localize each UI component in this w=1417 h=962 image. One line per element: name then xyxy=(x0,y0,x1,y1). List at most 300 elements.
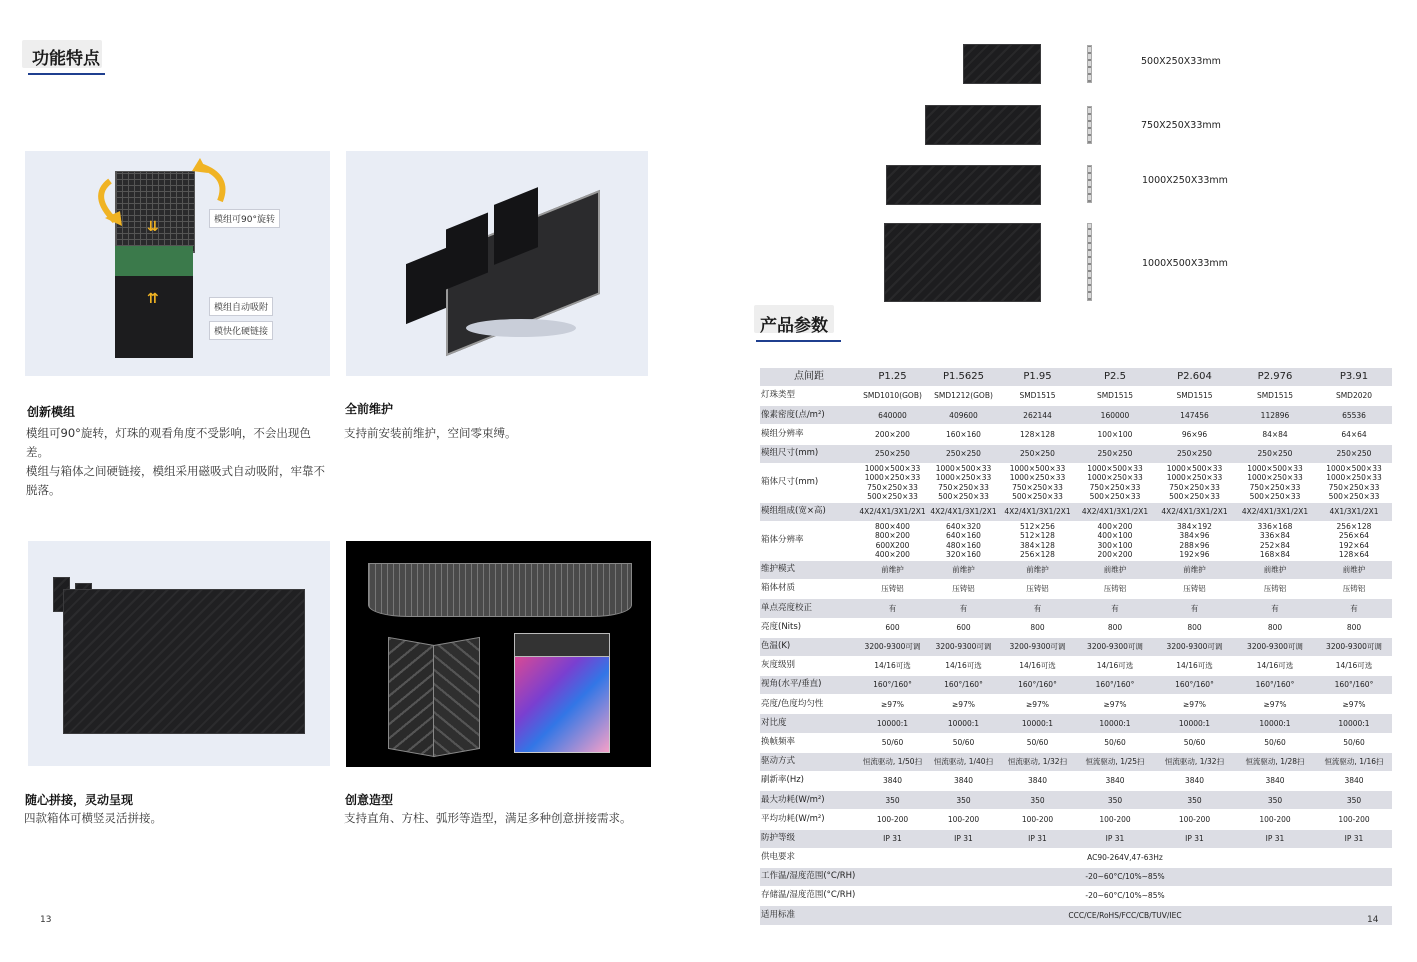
table-cell-line: 192×64 xyxy=(1338,540,1370,550)
table-cell xyxy=(927,521,1000,560)
table-row xyxy=(760,791,1392,810)
table-cell: 160°/160° xyxy=(1155,676,1234,695)
table-cell: ≥97% xyxy=(858,695,927,714)
cabinet-500x250-side xyxy=(1087,45,1092,83)
table-cell: 50/60 xyxy=(1000,733,1075,752)
table-cell: 800 xyxy=(1316,618,1392,637)
table-cell: 14/16可选 xyxy=(1234,656,1316,675)
table-cell: 前维护 xyxy=(927,560,1000,579)
table-cell-line: 256×128 xyxy=(1020,550,1055,560)
table-cell-line: 384×128 xyxy=(1020,540,1055,550)
table-cell: 14/16可选 xyxy=(1316,656,1392,675)
row-label: 供电要求 xyxy=(760,848,858,867)
size-label: 1000X250X33mm xyxy=(1142,175,1228,186)
row-label: 维护模式 xyxy=(760,560,858,579)
table-cell: 3200-9300可调 xyxy=(858,637,927,656)
feature-desc-splicing xyxy=(24,809,329,828)
table-cell-line: 800×200 xyxy=(875,531,910,541)
model-header: P2.604 xyxy=(1155,368,1234,387)
table-cell: 4X2/4X1/3X1/2X1 xyxy=(1234,502,1316,521)
feature-title-module: 创新模组 xyxy=(27,405,76,419)
table-cell: 100-200 xyxy=(1000,810,1075,829)
module-panel xyxy=(406,248,446,324)
up-arrow-icon: ⇈ xyxy=(147,291,159,307)
table-cell-line: 256×128 xyxy=(1336,521,1372,531)
table-cell-line: 1000×500×33 xyxy=(1009,463,1066,473)
table-cell: 100-200 xyxy=(927,810,1000,829)
table-cell: 10000:1 xyxy=(1000,714,1075,733)
table-row xyxy=(760,848,1392,867)
table-cell-line: 500×250×33 xyxy=(1089,492,1141,502)
table-cell: 350 xyxy=(858,791,927,810)
table-cell: 前维护 xyxy=(1316,560,1392,579)
table-cell: 前维护 xyxy=(1000,560,1075,579)
row-label: 适用标准 xyxy=(760,906,858,925)
callout-hard-link: 模快化硬链接 xyxy=(209,321,273,340)
table-row xyxy=(760,733,1392,752)
callout-magnetic: 模组自动吸附 xyxy=(209,297,273,316)
table-cell-line: 500×250×33 xyxy=(1012,492,1063,502)
table-cell: 3200-9300可调 xyxy=(927,637,1000,656)
table-cell: 640000 xyxy=(858,406,927,425)
desc-line: 四款箱体可横竖灵活拼接。 xyxy=(24,811,162,825)
table-cell-line: 200×200 xyxy=(1097,550,1133,560)
table-cell: 14/16可选 xyxy=(1075,656,1155,675)
desc-line: 脱落。 xyxy=(26,483,61,497)
table-cell: 3840 xyxy=(1000,772,1075,791)
table-cell: 112896 xyxy=(1234,406,1316,425)
table-cell: 14/16可选 xyxy=(1000,656,1075,675)
row-label: 灰度级别 xyxy=(760,656,858,675)
table-cell-line: 300×100 xyxy=(1097,540,1133,550)
table-cell: 压铸铝 xyxy=(927,580,1000,599)
table-cell xyxy=(927,463,1000,502)
table-cell-line: 1000×500×33 xyxy=(864,463,921,473)
table-cell: 800 xyxy=(1155,618,1234,637)
cabinet-1000x250 xyxy=(886,165,1041,205)
table-cell-line: 500×250×33 xyxy=(938,492,989,502)
table-cell xyxy=(1155,463,1234,502)
corner-screen xyxy=(433,637,480,757)
table-row xyxy=(760,502,1392,521)
table-cell: IP 31 xyxy=(1000,829,1075,848)
table-row xyxy=(760,637,1392,656)
table-cell: 250×250 xyxy=(1000,444,1075,463)
table-cell: 有 xyxy=(1075,599,1155,618)
table-cell: 前维护 xyxy=(1075,560,1155,579)
table-cell-line: 288×96 xyxy=(1179,540,1210,550)
table-cell-line: 1000×500×33 xyxy=(1087,463,1143,473)
row-label: 视角(水平/垂直) xyxy=(760,676,858,695)
table-cell: ≥97% xyxy=(1000,695,1075,714)
table-cell: CCC/CE/RoHS/FCC/CB/TUV/IEC xyxy=(858,906,1392,925)
table-cell: 前维护 xyxy=(1155,560,1234,579)
table-cell-line: 256×64 xyxy=(1338,531,1370,541)
table-cell: 4X2/4X1/3X1/2X1 xyxy=(1075,502,1155,521)
table-row xyxy=(760,521,1392,560)
table-cell: IP 31 xyxy=(1234,829,1316,848)
table-row xyxy=(760,580,1392,599)
model-header: P1.95 xyxy=(1000,368,1075,387)
front-maintenance-image xyxy=(346,151,648,376)
table-cell-line: 800×400 xyxy=(875,521,910,531)
table-cell: 128×128 xyxy=(1000,425,1075,444)
table-cell-line: 750×250×33 xyxy=(1328,482,1380,492)
table-cell: 有 xyxy=(1000,599,1075,618)
table-cell-line: 1000×500×33 xyxy=(1247,463,1303,473)
table-cell: 恒流驱动, 1/28扫 xyxy=(1234,752,1316,771)
table-cell: 14/16可选 xyxy=(927,656,1000,675)
desc-line: 支持前安装前维护，空间零束缚。 xyxy=(344,426,517,440)
table-cell: 250×250 xyxy=(927,444,1000,463)
table-cell-line: 1000×250×33 xyxy=(1247,473,1303,483)
table-row xyxy=(760,387,1392,406)
table-row xyxy=(760,463,1392,502)
table-cell: 3200-9300可调 xyxy=(1316,637,1392,656)
table-cell: 14/16可选 xyxy=(858,656,927,675)
callout-rotate: 模组可90°旋转 xyxy=(209,209,280,228)
table-cell: 4X2/4X1/3X1/2X1 xyxy=(927,502,1000,521)
table-cell: 160°/160° xyxy=(1234,676,1316,695)
table-cell: 100-200 xyxy=(1234,810,1316,829)
table-cell: 409600 xyxy=(927,406,1000,425)
table-cell: 250×250 xyxy=(1234,444,1316,463)
table-row xyxy=(760,772,1392,791)
table-cell: SMD1010(GOB) xyxy=(858,387,927,406)
table-cell: 100-200 xyxy=(1316,810,1392,829)
size-label: 750X250X33mm xyxy=(1141,120,1221,131)
table-row xyxy=(760,810,1392,829)
table-cell-line: 1000×500×33 xyxy=(1166,463,1223,473)
section-title-underline xyxy=(28,73,105,75)
table-cell: -20~60°C/10%~85% xyxy=(858,887,1392,906)
table-cell: SMD2020 xyxy=(1316,387,1392,406)
table-cell: 50/60 xyxy=(1075,733,1155,752)
table-cell-line: 384×192 xyxy=(1177,521,1212,531)
desc-line: 支持直角、方柱、弧形等造型，满足多种创意拼接需求。 xyxy=(344,811,632,825)
row-label: 单点亮度校正 xyxy=(760,599,858,618)
table-cell: 350 xyxy=(1234,791,1316,810)
table-cell xyxy=(1075,521,1155,560)
table-cell: 10000:1 xyxy=(1155,714,1234,733)
table-cell-line: 750×250×33 xyxy=(1012,482,1063,492)
table-row xyxy=(760,560,1392,579)
table-cell-line: 252×84 xyxy=(1259,540,1291,550)
table-cell: 84×84 xyxy=(1234,425,1316,444)
table-row xyxy=(760,752,1392,771)
table-cell-line: 750×250×33 xyxy=(1089,482,1141,492)
table-cell-line: 750×250×33 xyxy=(1169,482,1220,492)
table-cell: 4X2/4X1/3X1/2X1 xyxy=(858,502,927,521)
table-cell: SMD1515 xyxy=(1155,387,1234,406)
table-cell: 800 xyxy=(1075,618,1155,637)
spec-section-title: 产品参数 xyxy=(760,316,828,336)
table-cell: SMD1515 xyxy=(1234,387,1316,406)
table-cell: 600 xyxy=(858,618,927,637)
section-title-underline xyxy=(756,340,841,342)
table-cell: 50/60 xyxy=(1155,733,1234,752)
table-cell: IP 31 xyxy=(1155,829,1234,848)
features-section-title: 功能特点 xyxy=(32,49,100,69)
feature-desc-front-maintenance xyxy=(344,424,649,443)
table-cell: 3200-9300可调 xyxy=(1000,637,1075,656)
size-label: 1000X500X33mm xyxy=(1142,258,1228,269)
table-cell: 4X1/3X1/2X1 xyxy=(1316,502,1392,521)
module-front xyxy=(115,276,193,358)
table-cell: ≥97% xyxy=(1234,695,1316,714)
table-cell-line: 400×200 xyxy=(875,550,910,560)
table-cell: 160°/160° xyxy=(1075,676,1155,695)
table-cell: 200×200 xyxy=(858,425,927,444)
table-cell: 147456 xyxy=(1155,406,1234,425)
table-cell: 350 xyxy=(1155,791,1234,810)
cabinet-750x250 xyxy=(925,105,1041,145)
table-cell: 100-200 xyxy=(1075,810,1155,829)
table-row xyxy=(760,829,1392,848)
table-cell: 350 xyxy=(1316,791,1392,810)
table-cell: SMD1515 xyxy=(1000,387,1075,406)
cabinet-750x250-side xyxy=(1087,106,1092,144)
size-label: 500X250X33mm xyxy=(1141,56,1221,67)
row-label: 换帧频率 xyxy=(760,733,858,752)
feature-title-splicing: 随心拼接，灵动呈现 xyxy=(25,793,134,807)
table-cell: 有 xyxy=(927,599,1000,618)
table-header-row xyxy=(760,368,1392,387)
row-label: 刷新率(Hz) xyxy=(760,772,858,791)
table-cell-line: 1000×250×33 xyxy=(1166,473,1223,483)
table-cell-line: 750×250×33 xyxy=(1249,482,1301,492)
table-cell: AC90-264V,47-63Hz xyxy=(858,848,1392,867)
model-header: P2.5 xyxy=(1075,368,1155,387)
table-cell: 50/60 xyxy=(927,733,1000,752)
table-cell: -20~60°C/10%~85% xyxy=(858,867,1392,886)
cabinet-1000x500-side xyxy=(1087,223,1092,301)
table-cell: 3840 xyxy=(1155,772,1234,791)
row-label: 存储温/湿度范围(°C/RH) xyxy=(760,887,858,906)
table-cell: 10000:1 xyxy=(858,714,927,733)
table-cell: 100-200 xyxy=(858,810,927,829)
table-cell: 250×250 xyxy=(1316,444,1392,463)
table-cell-line: 1000×250×33 xyxy=(935,473,992,483)
table-cell: 50/60 xyxy=(1316,733,1392,752)
corner-screen xyxy=(388,637,435,757)
table-cell: 4X2/4X1/3X1/2X1 xyxy=(1155,502,1234,521)
table-cell: ≥97% xyxy=(1155,695,1234,714)
model-header: P1.5625 xyxy=(927,368,1000,387)
table-cell: 3840 xyxy=(927,772,1000,791)
table-cell: 160°/160° xyxy=(858,676,927,695)
model-header: P2.976 xyxy=(1234,368,1316,387)
table-cell: 前维护 xyxy=(858,560,927,579)
table-cell-line: 400×200 xyxy=(1097,521,1133,531)
table-cell: 50/60 xyxy=(858,733,927,752)
table-cell-line: 500×250×33 xyxy=(1249,492,1301,502)
table-cell: 3840 xyxy=(1075,772,1155,791)
cabinet-1000x500 xyxy=(884,223,1041,302)
table-cell: 3200-9300可调 xyxy=(1075,637,1155,656)
table-cell: 压铸铝 xyxy=(1075,580,1155,599)
row-label: 箱体材质 xyxy=(760,580,858,599)
table-cell: SMD1212(GOB) xyxy=(927,387,1000,406)
table-cell xyxy=(1316,521,1392,560)
table-cell xyxy=(1155,521,1234,560)
row-label: 模组组成(宽×高) xyxy=(760,502,858,521)
row-label: 箱体分辨率 xyxy=(760,521,858,560)
desc-line: 模组与箱体之间硬链接，模组采用磁吸式自动吸附，牢靠不 xyxy=(26,464,325,478)
table-cell: 250×250 xyxy=(1075,444,1155,463)
table-cell-line: 1000×250×33 xyxy=(1009,473,1066,483)
table-cell: IP 31 xyxy=(858,829,927,848)
table-cell: 160×160 xyxy=(927,425,1000,444)
row-label: 平均功耗(W/m²) xyxy=(760,810,858,829)
table-cell: 10000:1 xyxy=(1234,714,1316,733)
feature-desc-module xyxy=(26,424,331,500)
table-row xyxy=(760,714,1392,733)
table-cell xyxy=(1000,463,1075,502)
table-cell: 350 xyxy=(927,791,1000,810)
row-label: 工作温/湿度范围(°C/RH) xyxy=(760,867,858,886)
row-label: 灯珠类型 xyxy=(760,387,858,406)
large-cabinet xyxy=(63,589,305,734)
table-cell: 前维护 xyxy=(1234,560,1316,579)
table-cell: 压铸铝 xyxy=(1316,580,1392,599)
table-cell: 10000:1 xyxy=(927,714,1000,733)
table-cell-line: 480×160 xyxy=(946,540,981,550)
row-label: 对比度 xyxy=(760,714,858,733)
row-label: 模组尺寸(mm) xyxy=(760,444,858,463)
table-cell-line: 128×64 xyxy=(1338,550,1370,560)
table-cell: 压铸铝 xyxy=(858,580,927,599)
table-cell: 50/60 xyxy=(1234,733,1316,752)
table-cell-line: 500×250×33 xyxy=(1169,492,1220,502)
row-label: 色温(K) xyxy=(760,637,858,656)
table-cell-line: 336×168 xyxy=(1257,521,1293,531)
table-row xyxy=(760,867,1392,886)
row-label: 亮度/色度均匀性 xyxy=(760,695,858,714)
table-row xyxy=(760,906,1392,925)
table-row xyxy=(760,656,1392,675)
table-cell xyxy=(1075,463,1155,502)
table-cell: 恒流驱动, 1/16扫 xyxy=(1316,752,1392,771)
table-cell: 100×100 xyxy=(1075,425,1155,444)
table-cell xyxy=(1316,463,1392,502)
module-board xyxy=(115,246,193,276)
table-cell: 800 xyxy=(1000,618,1075,637)
row-label: 驱动方式 xyxy=(760,752,858,771)
floor-shadow xyxy=(466,319,576,337)
table-cell-line: 750×250×33 xyxy=(867,482,918,492)
table-cell-line: 750×250×33 xyxy=(938,482,989,492)
table-cell-line: 600X200 xyxy=(875,540,910,550)
table-row xyxy=(760,887,1392,906)
curved-screen xyxy=(368,563,632,617)
table-cell-line: 1000×250×33 xyxy=(1326,473,1382,483)
table-cell-line: 384×96 xyxy=(1179,531,1210,541)
model-header: P3.91 xyxy=(1316,368,1392,387)
page-number-left: 13 xyxy=(40,915,52,925)
table-cell-line: 1000×500×33 xyxy=(935,463,992,473)
table-cell xyxy=(858,463,927,502)
row-label: 箱体尺寸(mm) xyxy=(760,463,858,502)
table-cell-line: 640×320 xyxy=(946,521,981,531)
table-cell: 有 xyxy=(1316,599,1392,618)
table-cell-line: 168×84 xyxy=(1259,550,1291,560)
desc-line: 模组可90°旋转，灯珠的观看角度不受影响，不会出现色差。 xyxy=(26,426,311,459)
feature-title-creative: 创意造型 xyxy=(345,793,394,807)
table-cell-line: 512×128 xyxy=(1020,531,1055,541)
table-cell: 350 xyxy=(1075,791,1155,810)
model-header: P1.25 xyxy=(858,368,927,387)
module-rotation-image xyxy=(25,151,330,376)
table-cell: 800 xyxy=(1234,618,1316,637)
table-cell: 3840 xyxy=(858,772,927,791)
table-cell: 100-200 xyxy=(1155,810,1234,829)
table-cell xyxy=(1234,463,1316,502)
table-cell: 4X2/4X1/3X1/2X1 xyxy=(1000,502,1075,521)
table-cell-line: 1000×250×33 xyxy=(1087,473,1143,483)
feature-title-front-maintenance: 全前维护 xyxy=(345,402,394,416)
creative-shapes-image xyxy=(346,541,651,767)
table-cell: 64×64 xyxy=(1316,425,1392,444)
table-row xyxy=(760,425,1392,444)
table-cell: 10000:1 xyxy=(1075,714,1155,733)
table-cell: 压铸铝 xyxy=(1155,580,1234,599)
row-label: 防护等级 xyxy=(760,829,858,848)
table-row xyxy=(760,599,1392,618)
table-cell: 96×96 xyxy=(1155,425,1234,444)
table-cell-line: 192×96 xyxy=(1179,550,1210,560)
row-label: 亮度(Nits) xyxy=(760,618,858,637)
table-cell: 160°/160° xyxy=(1316,676,1392,695)
table-cell: 3840 xyxy=(1316,772,1392,791)
table-cell: 65536 xyxy=(1316,406,1392,425)
table-cell: ≥97% xyxy=(1316,695,1392,714)
table-cell-line: 500×250×33 xyxy=(867,492,918,502)
table-cell: 160°/160° xyxy=(1000,676,1075,695)
table-cell: IP 31 xyxy=(1075,829,1155,848)
table-cell-line: 1000×250×33 xyxy=(864,473,921,483)
table-cell-line: 500×250×33 xyxy=(1328,492,1380,502)
table-cell: 160000 xyxy=(1075,406,1155,425)
table-cell: SMD1515 xyxy=(1075,387,1155,406)
table-cell: IP 31 xyxy=(1316,829,1392,848)
table-cell-line: 512×256 xyxy=(1020,521,1055,531)
table-cell-line: 1000×500×33 xyxy=(1326,463,1382,473)
table-cell: 262144 xyxy=(1000,406,1075,425)
cube-top xyxy=(514,633,610,657)
page-number-right: 14 xyxy=(1367,915,1379,925)
row-label: 像素密度(点/m²) xyxy=(760,406,858,425)
table-row xyxy=(760,406,1392,425)
table-row xyxy=(760,618,1392,637)
row-label: 最大功耗(W/m²) xyxy=(760,791,858,810)
table-cell: 3840 xyxy=(1234,772,1316,791)
table-cell-line: 320×160 xyxy=(946,550,981,560)
table-cell: 600 xyxy=(927,618,1000,637)
table-cell: 10000:1 xyxy=(1316,714,1392,733)
table-cell: 350 xyxy=(1000,791,1075,810)
table-cell: 恒流驱动, 1/32扫 xyxy=(1000,752,1075,771)
table-cell: ≥97% xyxy=(1075,695,1155,714)
table-cell xyxy=(858,521,927,560)
header-label: 点间距 xyxy=(760,368,858,387)
table-row xyxy=(760,444,1392,463)
table-cell: 250×250 xyxy=(858,444,927,463)
feature-desc-creative xyxy=(344,809,654,828)
table-cell: 14/16可选 xyxy=(1155,656,1234,675)
splicing-image xyxy=(28,541,330,766)
table-cell: 3200-9300可调 xyxy=(1155,637,1234,656)
